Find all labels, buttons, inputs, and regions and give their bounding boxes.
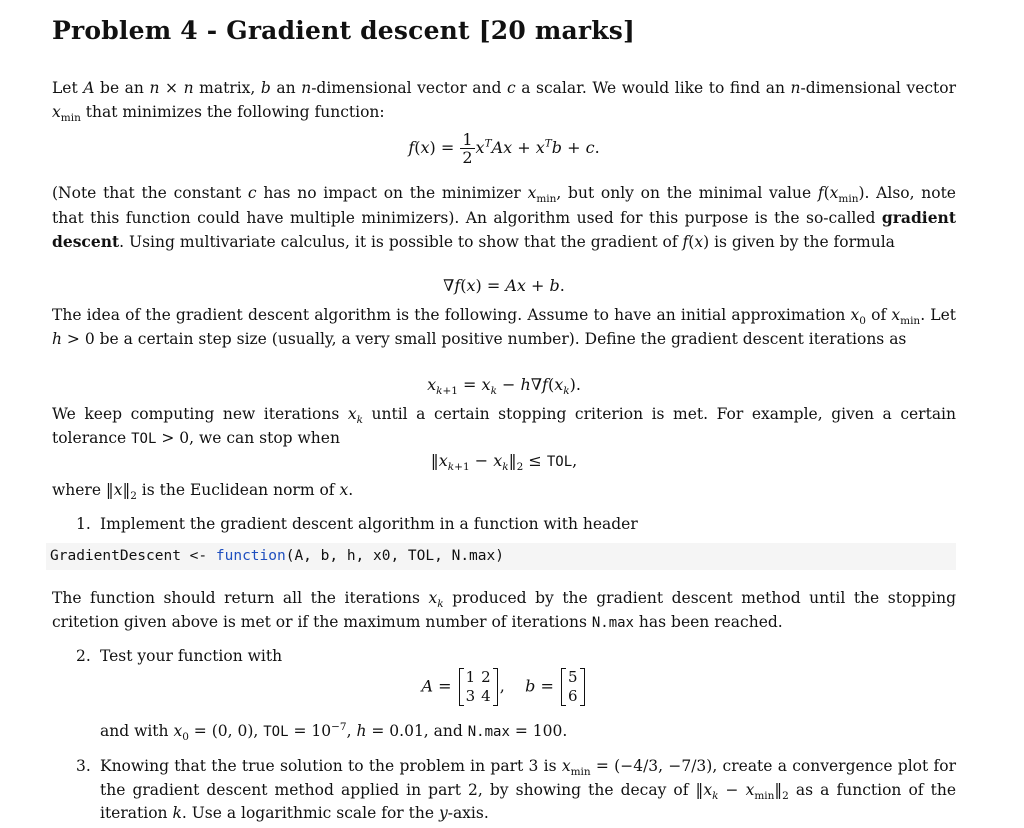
code-lhs: GradientDescent <-: [50, 548, 216, 564]
code-block: [46, 543, 956, 570]
matrix-cell: 3: [465, 687, 476, 705]
matrix-cell: 4: [481, 687, 491, 705]
intro-paragraph: Let A be an n × n matrix, b an n-dimensional vector and c a scalar. We would like to find an n-dimensional vector $x_{min}$ that minimizes the following function:: [52, 79, 957, 124]
vector-b: [561, 668, 585, 706]
function-equation: f(x) = $\frac{1}{2}$ $x^TAx + x^Tb + c$.: [408, 130, 600, 167]
list-item-text: Knowing that the true solution to the problem in part 3 is $x_{min} = (-4/3$, −7/3), create a convergence plot for the gradient descent method applied in part 2, by showing the decay of $‖x_k$ − $x_{min}‖_2$ as a function of the iteration k. Use a logarithmic scale for the y-axis.: [100, 757, 956, 822]
test-matrices: A = 1 2 3 4 , b = 5 6: [52, 668, 956, 706]
matrix-cell: 1: [465, 668, 476, 686]
stopping-equation: $‖x_{k+1}$ − $x_k‖_2$ ≤ TOL,: [430, 451, 578, 474]
list-item-number: 3.: [76, 757, 91, 775]
list-item-text: Implement the gradient descent algorithm in a function with header: [100, 515, 638, 533]
problem-title: Problem 4 - Gradient descent [20 marks]: [52, 16, 636, 45]
gradient-equation: ∇f(x) = Ax + b.: [443, 276, 565, 295]
code-args: (A, b, h, x0, TOL, N.max): [285, 548, 504, 564]
return-paragraph: The function should return all the iterations $x_k$ produced by the gradient descent method until the stopping critetion given above is met or if the maximum number of iterations N.max has been reached.: [52, 589, 956, 631]
matrix-a: [459, 668, 498, 706]
list-item-text: Test your function with: [100, 647, 283, 665]
vector-cell: 6: [567, 687, 578, 705]
idea-paragraph: The idea of the gradient descent algorithm is the following. Assume to have an initial approximation $x_0$ of $x_{min}$. Let h > 0 be a certain step size (usually, a very small positive number). Define the gradient descent iterations as: [52, 306, 956, 348]
test-params: and with $x_0 = (0$, 0), TOL = $10^{-7}$, h = 0.01, and N.max = 100.: [100, 720, 568, 744]
stopping-paragraph: We keep computing new iterations $x_k$ until a certain stopping criterion is met. For example, given a certain tolerance TOL > 0, we can stop when: [52, 405, 956, 447]
list-item-2: [76, 645, 956, 669]
list-item-number: 1.: [76, 515, 91, 533]
code-keyword: function: [215, 548, 286, 564]
list-item-1: [76, 513, 956, 537]
vector-cell: 5: [567, 668, 578, 686]
list-item-3: [76, 755, 956, 826]
iteration-equation: $x_{k+1} = x_k - h\nabla f(x_k)$.: [427, 375, 581, 398]
list-item-number: 2.: [76, 647, 91, 665]
note-paragraph: (Note that the constant c has no impact on the minimizer $x_{min}$, but only on the minimal value $f(x_{min})$. Also, note that this function could have multiple minimizers). An algorithm used for this purpose is the so-called gradient descent. Using multivariate calculus, it is possible to show that the gradient of f(x) is given by the formula: [52, 184, 956, 251]
norm-definition: where $‖x‖_2$ is the Euclidean norm of x.: [52, 481, 354, 503]
matrix-cell: 2: [481, 668, 491, 686]
